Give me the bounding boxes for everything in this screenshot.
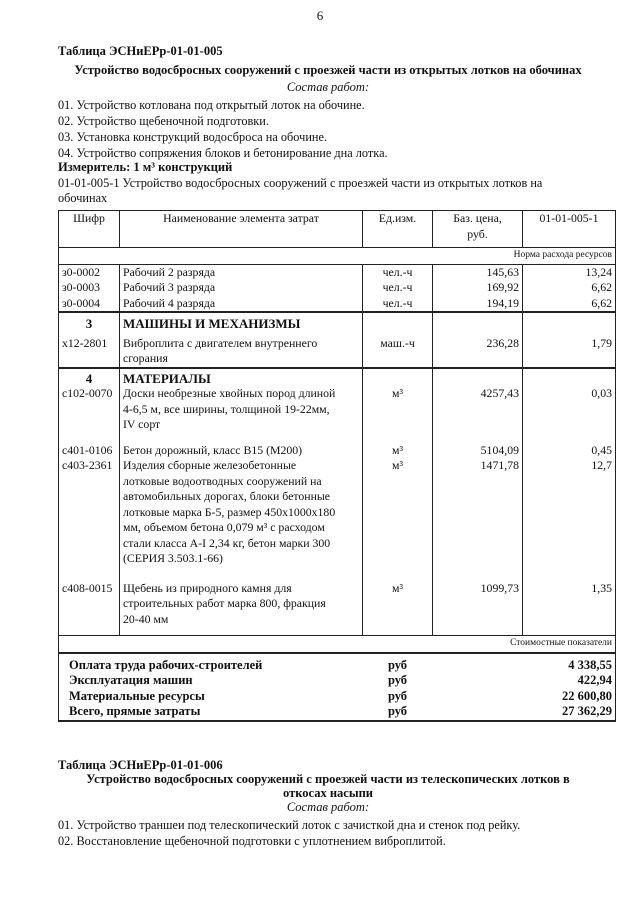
row-code: х12-2801 xyxy=(59,332,120,368)
rate-reference-line: обочинах xyxy=(58,191,108,205)
row-unit: м³ xyxy=(363,386,433,443)
row-unit: чел.-ч xyxy=(363,280,433,296)
resource-table xyxy=(58,210,616,722)
total-label: Всего, прямые затраты xyxy=(59,704,363,721)
total-unit: руб xyxy=(363,653,433,674)
table-row xyxy=(59,264,616,280)
work-item: 01. Устройство траншеи под телескопический лоток с зачисткой дна и стенок под рейку. xyxy=(58,818,521,832)
row-name-line: лотковые водоотводных сооружений на xyxy=(123,473,322,488)
table-row xyxy=(59,581,616,636)
sostav-label: Состав работ: xyxy=(286,80,370,94)
work-item: 04. Устройство сопряжения блоков и бетонирование дна лотка. xyxy=(58,146,388,160)
total-label: Оплата труда рабочих-строителей xyxy=(59,653,363,674)
row-name-line: стали класса А-I 2,34 кг, бетон марки 300 xyxy=(123,535,331,550)
row-code: с403-2361 xyxy=(59,458,120,581)
row-name-line: 4-6,5 м, все ширины, толщиной 19-22мм, xyxy=(123,401,330,416)
header-unit: Ед.изм. xyxy=(363,211,433,248)
cost-label: Стоимостные показатели xyxy=(59,636,616,653)
total-unit: руб xyxy=(363,704,433,721)
row-norm: 0,45 xyxy=(523,443,616,459)
header-name: Наименование элемента затрат xyxy=(120,211,363,248)
total-value: 422,94 xyxy=(523,673,616,689)
row-name-line: мм, объемом бетона 0,079 м³ с расходом xyxy=(123,520,325,534)
row-price: 1471,78 xyxy=(433,458,523,581)
rate-reference-line: 01-01-005-1 Устройство водосбросных сооружений с проезжей части из открытых лотков на xyxy=(58,176,543,190)
row-name-line: Виброплита с двигателем внутреннего xyxy=(123,335,318,350)
table-row xyxy=(59,332,616,368)
row-price: 4257,43 xyxy=(433,386,523,443)
page-number: 6 xyxy=(316,8,324,23)
row-norm: 6,62 xyxy=(523,280,616,296)
table2-subtitle: откосах насыпи xyxy=(282,786,373,800)
table-title: Таблица ЭСНиЕРр-01-01-005 xyxy=(58,44,223,58)
row-name-line: сгорания xyxy=(123,351,168,365)
total-label: Материальные ресурсы xyxy=(59,689,363,705)
row-name-line: автомобильных дорогах, блоки бетонные xyxy=(123,489,331,503)
row-name: Рабочий 2 разряда xyxy=(120,264,363,280)
row-price: 169,92 xyxy=(433,280,523,296)
row-norm: 13,24 xyxy=(523,264,616,280)
cost-label-row xyxy=(59,636,616,653)
total-row xyxy=(59,704,616,721)
table-row xyxy=(59,296,616,313)
row-code: с401-0106 xyxy=(59,443,120,459)
row-code: с408-0015 xyxy=(59,581,120,636)
table-row xyxy=(59,386,616,443)
row-name-line: (СЕРИЯ 3.503.1-66) xyxy=(123,551,223,565)
total-value: 27 362,29 xyxy=(523,704,616,721)
total-value: 22 600,80 xyxy=(523,689,616,705)
table2-title: Таблица ЭСНиЕРр-01-01-006 xyxy=(58,758,223,772)
norm-label-row xyxy=(59,248,616,265)
total-unit: руб xyxy=(387,673,408,687)
row-unit: чел.-ч xyxy=(363,264,433,280)
section-title: МАТЕРИАЛЫ xyxy=(120,368,363,387)
row-unit: м³ xyxy=(363,458,433,581)
row-norm: 0,03 xyxy=(523,386,616,443)
table2-subtitle: Устройство водосбросных сооружений с проезжей части из телескопических лотков в xyxy=(86,772,570,786)
section-header-row xyxy=(59,312,616,332)
section-number: 3 xyxy=(59,312,120,332)
total-row xyxy=(59,689,616,705)
table-row xyxy=(59,443,616,459)
row-code: з0-0002 xyxy=(59,264,120,280)
row-name-line: Изделия сборные железобетонные xyxy=(123,458,297,472)
row-name-line: Доски необрезные хвойных пород длиной xyxy=(123,386,336,400)
total-row xyxy=(59,673,616,689)
row-price: 1099,73 xyxy=(433,581,523,636)
header-norm-code: 01-01-005-1 xyxy=(523,211,616,248)
row-code: с102-0070 xyxy=(59,386,120,443)
row-name xyxy=(120,458,363,581)
row-norm: 12,7 xyxy=(523,458,616,581)
row-name xyxy=(120,581,363,636)
total-value: 4 338,55 xyxy=(523,653,616,674)
header-code: Шифр xyxy=(59,211,120,248)
row-name: Рабочий 3 разряда xyxy=(120,280,363,296)
row-name xyxy=(120,386,363,443)
row-norm: 1,79 xyxy=(523,332,616,368)
row-name xyxy=(120,332,363,368)
norm-label: Норма расхода ресурсов xyxy=(59,248,616,265)
row-name-line: лотковые марка Б-5, размер 450х1000х180 xyxy=(123,504,336,519)
table-row xyxy=(59,458,616,581)
header-price-l1: Баз. цена, xyxy=(453,211,502,225)
table-subtitle: Устройство водосбросных сооружений с проезжей части из открытых лотков на обочинах xyxy=(74,63,582,77)
row-name-line: Щебень из природного камня для xyxy=(123,580,292,595)
section-number: 4 xyxy=(59,368,120,387)
total-label: Эксплуатация машин xyxy=(59,673,363,689)
total-row xyxy=(59,653,616,674)
row-price: 5104,09 xyxy=(433,443,523,459)
row-name-line: IV сорт xyxy=(123,417,161,431)
row-name-line: 20-40 мм xyxy=(123,611,169,626)
row-name-line: строительных работ марка 800, фракция xyxy=(123,596,326,610)
work-item: 01. Устройство котлована под открытый лоток на обочине. xyxy=(58,98,365,112)
table-header-row xyxy=(59,211,616,248)
table-row xyxy=(59,280,616,296)
work-item: 03. Установка конструкций водосброса на обочине. xyxy=(58,130,328,144)
header-price xyxy=(433,211,523,248)
section-header-row xyxy=(59,368,616,387)
row-unit: чел.-ч xyxy=(363,296,433,313)
row-name: Бетон дорожный, класс В15 (М200) xyxy=(120,443,363,459)
table2-sostav-label: Состав работ: xyxy=(286,800,370,814)
rate-reference xyxy=(58,176,618,206)
work-item: 02. Устройство щебеночной подготовки. xyxy=(58,114,269,128)
row-norm: 6,62 xyxy=(523,296,616,313)
row-unit: м³ xyxy=(363,581,433,636)
row-unit: маш.-ч xyxy=(363,332,433,368)
measure-unit: Измеритель: 1 м³ конструкций xyxy=(58,160,233,174)
row-code: з0-0003 xyxy=(59,280,120,296)
row-price: 236,28 xyxy=(433,332,523,368)
work-item: 02. Восстановление щебеночной подготовки с уплотнением виброплитой. xyxy=(58,834,446,848)
row-unit: м³ xyxy=(363,443,433,459)
row-price: 194,19 xyxy=(433,296,523,313)
row-price: 145,63 xyxy=(433,264,523,280)
section-title: МАШИНЫ И МЕХАНИЗМЫ xyxy=(120,312,363,332)
header-price-l2: руб. xyxy=(467,226,488,241)
row-name: Рабочий 4 разряда xyxy=(120,296,363,313)
total-unit: руб xyxy=(387,688,408,703)
row-code: з0-0004 xyxy=(59,296,120,313)
row-norm: 1,35 xyxy=(523,581,616,636)
